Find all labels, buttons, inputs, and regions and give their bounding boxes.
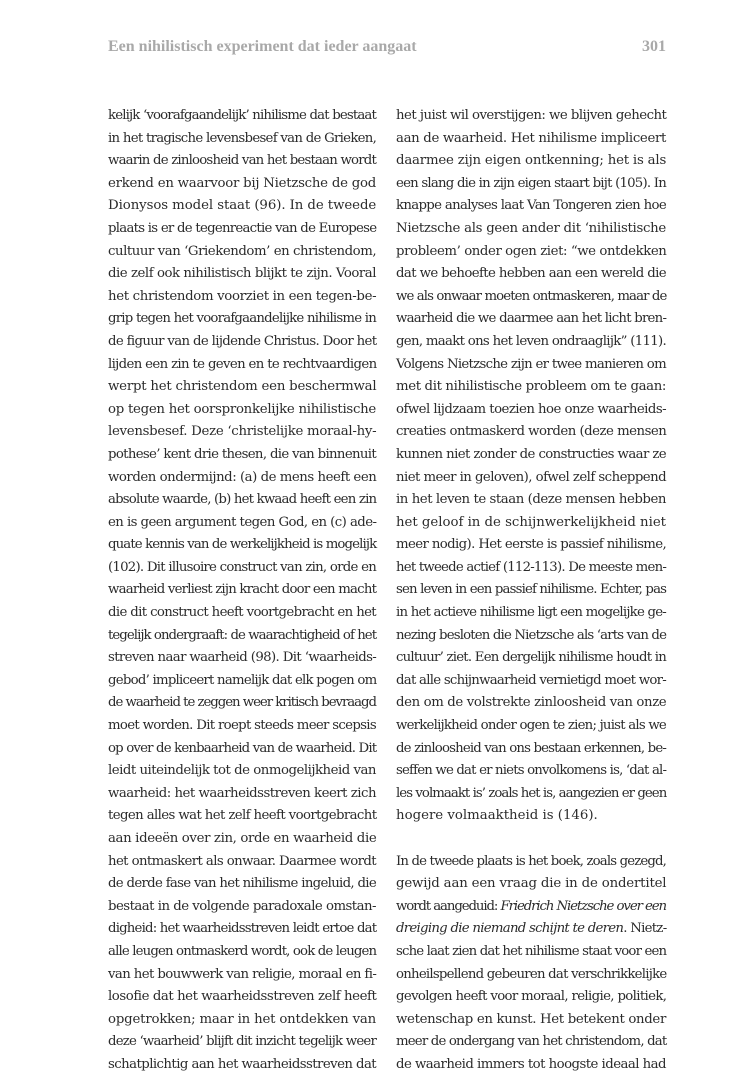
text-line: tegelijk ondergraaft: de waarachtigheid of het bbox=[108, 627, 377, 643]
text-line: absolute waarde, (b) het kwaad heeft een zin bbox=[108, 492, 377, 508]
text-line: dat alle schijnwaarheid vernietigd moet wor- bbox=[396, 672, 666, 688]
paragraph-gap bbox=[396, 828, 666, 851]
text-line: het christendom voorziet in een tegen-be- bbox=[108, 288, 377, 304]
text-line: aan ideeën over zin, orde en waarheid die bbox=[108, 831, 377, 846]
text-line: en is geen argument tegen God, en (c) ade- bbox=[108, 514, 377, 530]
running-title: Een nihilistisch experiment dat ieder aangaat bbox=[108, 38, 417, 55]
text-line: wetenschap en kunst. Het betekent onder bbox=[396, 1011, 666, 1027]
text-line: een slang die in zijn eigen staart bijt (105). In bbox=[396, 175, 666, 191]
text-line: in het tragische levensbesef van de Grieken, bbox=[108, 130, 377, 146]
text-line: met dit nihilistische probleem om te gaan: bbox=[396, 379, 666, 395]
text-line: onheilspellend gebeuren dat verschrikkelijke bbox=[396, 966, 667, 982]
right-paragraph-2-rest bbox=[396, 941, 666, 1077]
text-line: het ontmaskert als onwaar. Daarmee wordt bbox=[108, 853, 376, 869]
text-line: sche laat zien dat het nihilisme staat voor een bbox=[396, 943, 667, 959]
text-line: In de tweede plaats is het boek, zoals gezegd, bbox=[396, 853, 666, 869]
text-line: aan de waarheid. Het nihilisme impliceert bbox=[396, 130, 666, 146]
text-line: bestaat in de volgende paradoxale omstan- bbox=[108, 898, 376, 914]
text-line: gewijd aan een vraag die in de ondertitel bbox=[396, 876, 667, 892]
text-line: opgetrokken; maar in het ontdekken van bbox=[108, 1011, 377, 1027]
text-line: worden ondermijnd: (a) de mens heeft een bbox=[108, 469, 377, 485]
text-line: pothese’ kent drie thesen, die van binnenuit bbox=[108, 446, 376, 462]
text-line: erkend en waarvoor bij Nietzsche de god bbox=[108, 175, 376, 191]
text-line: daarmee zijn eigen ontkenning; het is als bbox=[396, 153, 667, 169]
text-line: Volgens Nietzsche zijn er twee manieren om bbox=[396, 356, 666, 372]
text-line: op over de kenbaarheid van de waarheid. Dit bbox=[108, 740, 377, 756]
text-line bbox=[396, 896, 666, 919]
text-line: meer de ondergang van het christendom, dat bbox=[396, 1034, 667, 1050]
text-line: den om de volstrekte zinloosheid van onze bbox=[396, 695, 667, 711]
text-line: niet meer in geloven), ofwel zelf scheppend bbox=[396, 469, 667, 485]
text-line: waarheid verliest zijn kracht door een macht bbox=[108, 582, 377, 598]
text-line: creaties ontmaskerd worden (deze mensen bbox=[396, 424, 667, 440]
text-line: Dionysos model staat (96). In de tweede bbox=[108, 198, 377, 214]
text-line: de waarheid immers tot hoogste ideaal had bbox=[396, 1056, 666, 1072]
text-line: sen leven in een passief nihilisme. Echter, pas bbox=[396, 582, 667, 598]
text-line: grip tegen het voorafgaandelijke nihilisme in bbox=[108, 311, 376, 327]
text-line: het tweede actief (112-113). De meeste men- bbox=[396, 559, 667, 575]
book-subtitle-part-1: Friedrich Nietzsche over een bbox=[500, 898, 666, 914]
text-line: kunnen niet zonder de constructies waar ze bbox=[396, 446, 666, 462]
text-line: losofie dat het waarheidsstreven zelf heeft bbox=[108, 989, 377, 1005]
text-line: leidt uiteindelijk tot de onmogelijkheid van bbox=[108, 763, 376, 779]
text-line: digheid: het waarheidsstreven leidt ertoe dat bbox=[108, 921, 377, 937]
text-line: waarheid die we daarmee aan het licht bren- bbox=[396, 311, 667, 327]
text-line: quate kennis van de werkelijkheid is mogelijk bbox=[108, 537, 377, 553]
text-line: die dit construct heeft voortgebracht en het bbox=[108, 605, 376, 621]
text-line: de waarheid te zeggen weer kritisch bevraagd bbox=[108, 695, 376, 711]
text-line: les volmaakt is’ zoals het is, aangezien er geen bbox=[396, 785, 667, 801]
page-number: 301 bbox=[642, 38, 666, 55]
text-line: hogere volmaaktheid is (146). bbox=[396, 808, 598, 824]
text-line: schatplichtig aan het waarheidsstreven dat bbox=[108, 1056, 377, 1072]
text-line: dat we behoefte hebben aan een wereld die bbox=[396, 266, 667, 282]
text-line: in het leven te staan (deze mensen hebben bbox=[396, 492, 666, 508]
text-line: we als onwaar moeten ontmaskeren, maar de bbox=[396, 288, 667, 304]
text-line: de zinloosheid van ons bestaan erkennen, be- bbox=[396, 740, 667, 756]
text-line: cultuur’ ziet. Een dergelijk nihilisme houdt in bbox=[396, 650, 666, 666]
text-line: meer nodig). Het eerste is passief nihilisme, bbox=[396, 537, 667, 553]
text-line: knappe analyses laat Van Tongeren zien hoe bbox=[396, 198, 666, 214]
text-line: streven naar waarheid (98). Dit ‘waarheids- bbox=[108, 650, 377, 666]
text-line: de derde fase van het nihilisme ingeluid, die bbox=[108, 876, 376, 892]
text-line: kelijk ‘voorafgaandelijk’ nihilisme dat bestaat bbox=[108, 108, 376, 123]
text-line: (102). Dit illusoire construct van zin, orde en bbox=[108, 559, 376, 575]
text-line: het juist wil overstijgen: we blijven gehecht bbox=[396, 108, 667, 123]
text-line: moet worden. Dit roept steeds meer scepsis bbox=[108, 718, 376, 734]
text-line: de figuur van de lijdende Christus. Door het bbox=[108, 333, 377, 349]
text-run: . Nietz- bbox=[623, 921, 667, 937]
text-line: deze ‘waarheid’ blijft dit inzicht tegelijk weer bbox=[108, 1034, 376, 1050]
text-line: van het bouwwerk van religie, moraal en fi- bbox=[108, 966, 377, 982]
right-paragraph-2 bbox=[396, 851, 666, 1077]
text-line: ofwel lijdzaam toezien hoe onze waarheids- bbox=[396, 401, 667, 417]
right-column bbox=[396, 105, 666, 1077]
text-line: waarin de zinloosheid van het bestaan wordt bbox=[108, 153, 376, 169]
text-line: seffen we dat er niets onvolkomens is, ‘dat al- bbox=[396, 763, 667, 779]
book-subtitle-part-2: dreiging die niemand schijnt te deren bbox=[396, 921, 624, 937]
right-paragraph-1 bbox=[396, 105, 666, 828]
text-line: nezing besloten die Nietzsche als ‘arts van de bbox=[396, 627, 667, 643]
text-line: levensbesef. Deze ‘christelijke moraal-hy- bbox=[108, 424, 377, 440]
text-line: in het actieve nihilisme ligt een mogelijke ge- bbox=[396, 605, 666, 621]
text-line: die zelf ook nihilistisch blijkt te zijn. Vooral bbox=[108, 266, 376, 282]
text-line: alle leugen ontmaskerd wordt, ook de leugen bbox=[108, 943, 377, 959]
text-line: werkelijkheid onder ogen te zien; juist als we bbox=[396, 718, 667, 734]
text-line: gebod’ impliceert namelijk dat elk pogen om bbox=[108, 672, 377, 688]
text-run: wordt aangeduid: bbox=[396, 898, 501, 914]
text-line: Nietzsche als geen ander dit ‘nihilistische bbox=[396, 220, 666, 236]
text-line: gen, maakt ons het leven ondraaglijk” (111). bbox=[396, 333, 666, 349]
text-line: lijden een zin te geven en te rechtvaardigen bbox=[108, 356, 377, 372]
text-line bbox=[396, 918, 666, 941]
text-line: op tegen het oorspronkelijke nihilistische bbox=[108, 401, 376, 417]
text-line: tegen alles wat het zelf heeft voortgebracht bbox=[108, 808, 377, 824]
text-line: werpt het christendom een beschermwal bbox=[108, 379, 377, 395]
text-line: plaats is er de tegenreactie van de Europese bbox=[108, 220, 377, 236]
text-line: waarheid: het waarheidsstreven keert zich bbox=[108, 785, 376, 801]
text-line: cultuur van ‘Griekendom’ en christendom, bbox=[108, 243, 377, 259]
text-line: gevolgen heeft voor moraal, religie, politiek, bbox=[396, 989, 667, 1005]
text-line: het geloof in de schijnwerkelijkheid niet bbox=[396, 514, 666, 530]
text-line: probleem’ onder ogen ziet: “we ontdekken bbox=[396, 243, 667, 259]
left-column bbox=[108, 105, 376, 1077]
